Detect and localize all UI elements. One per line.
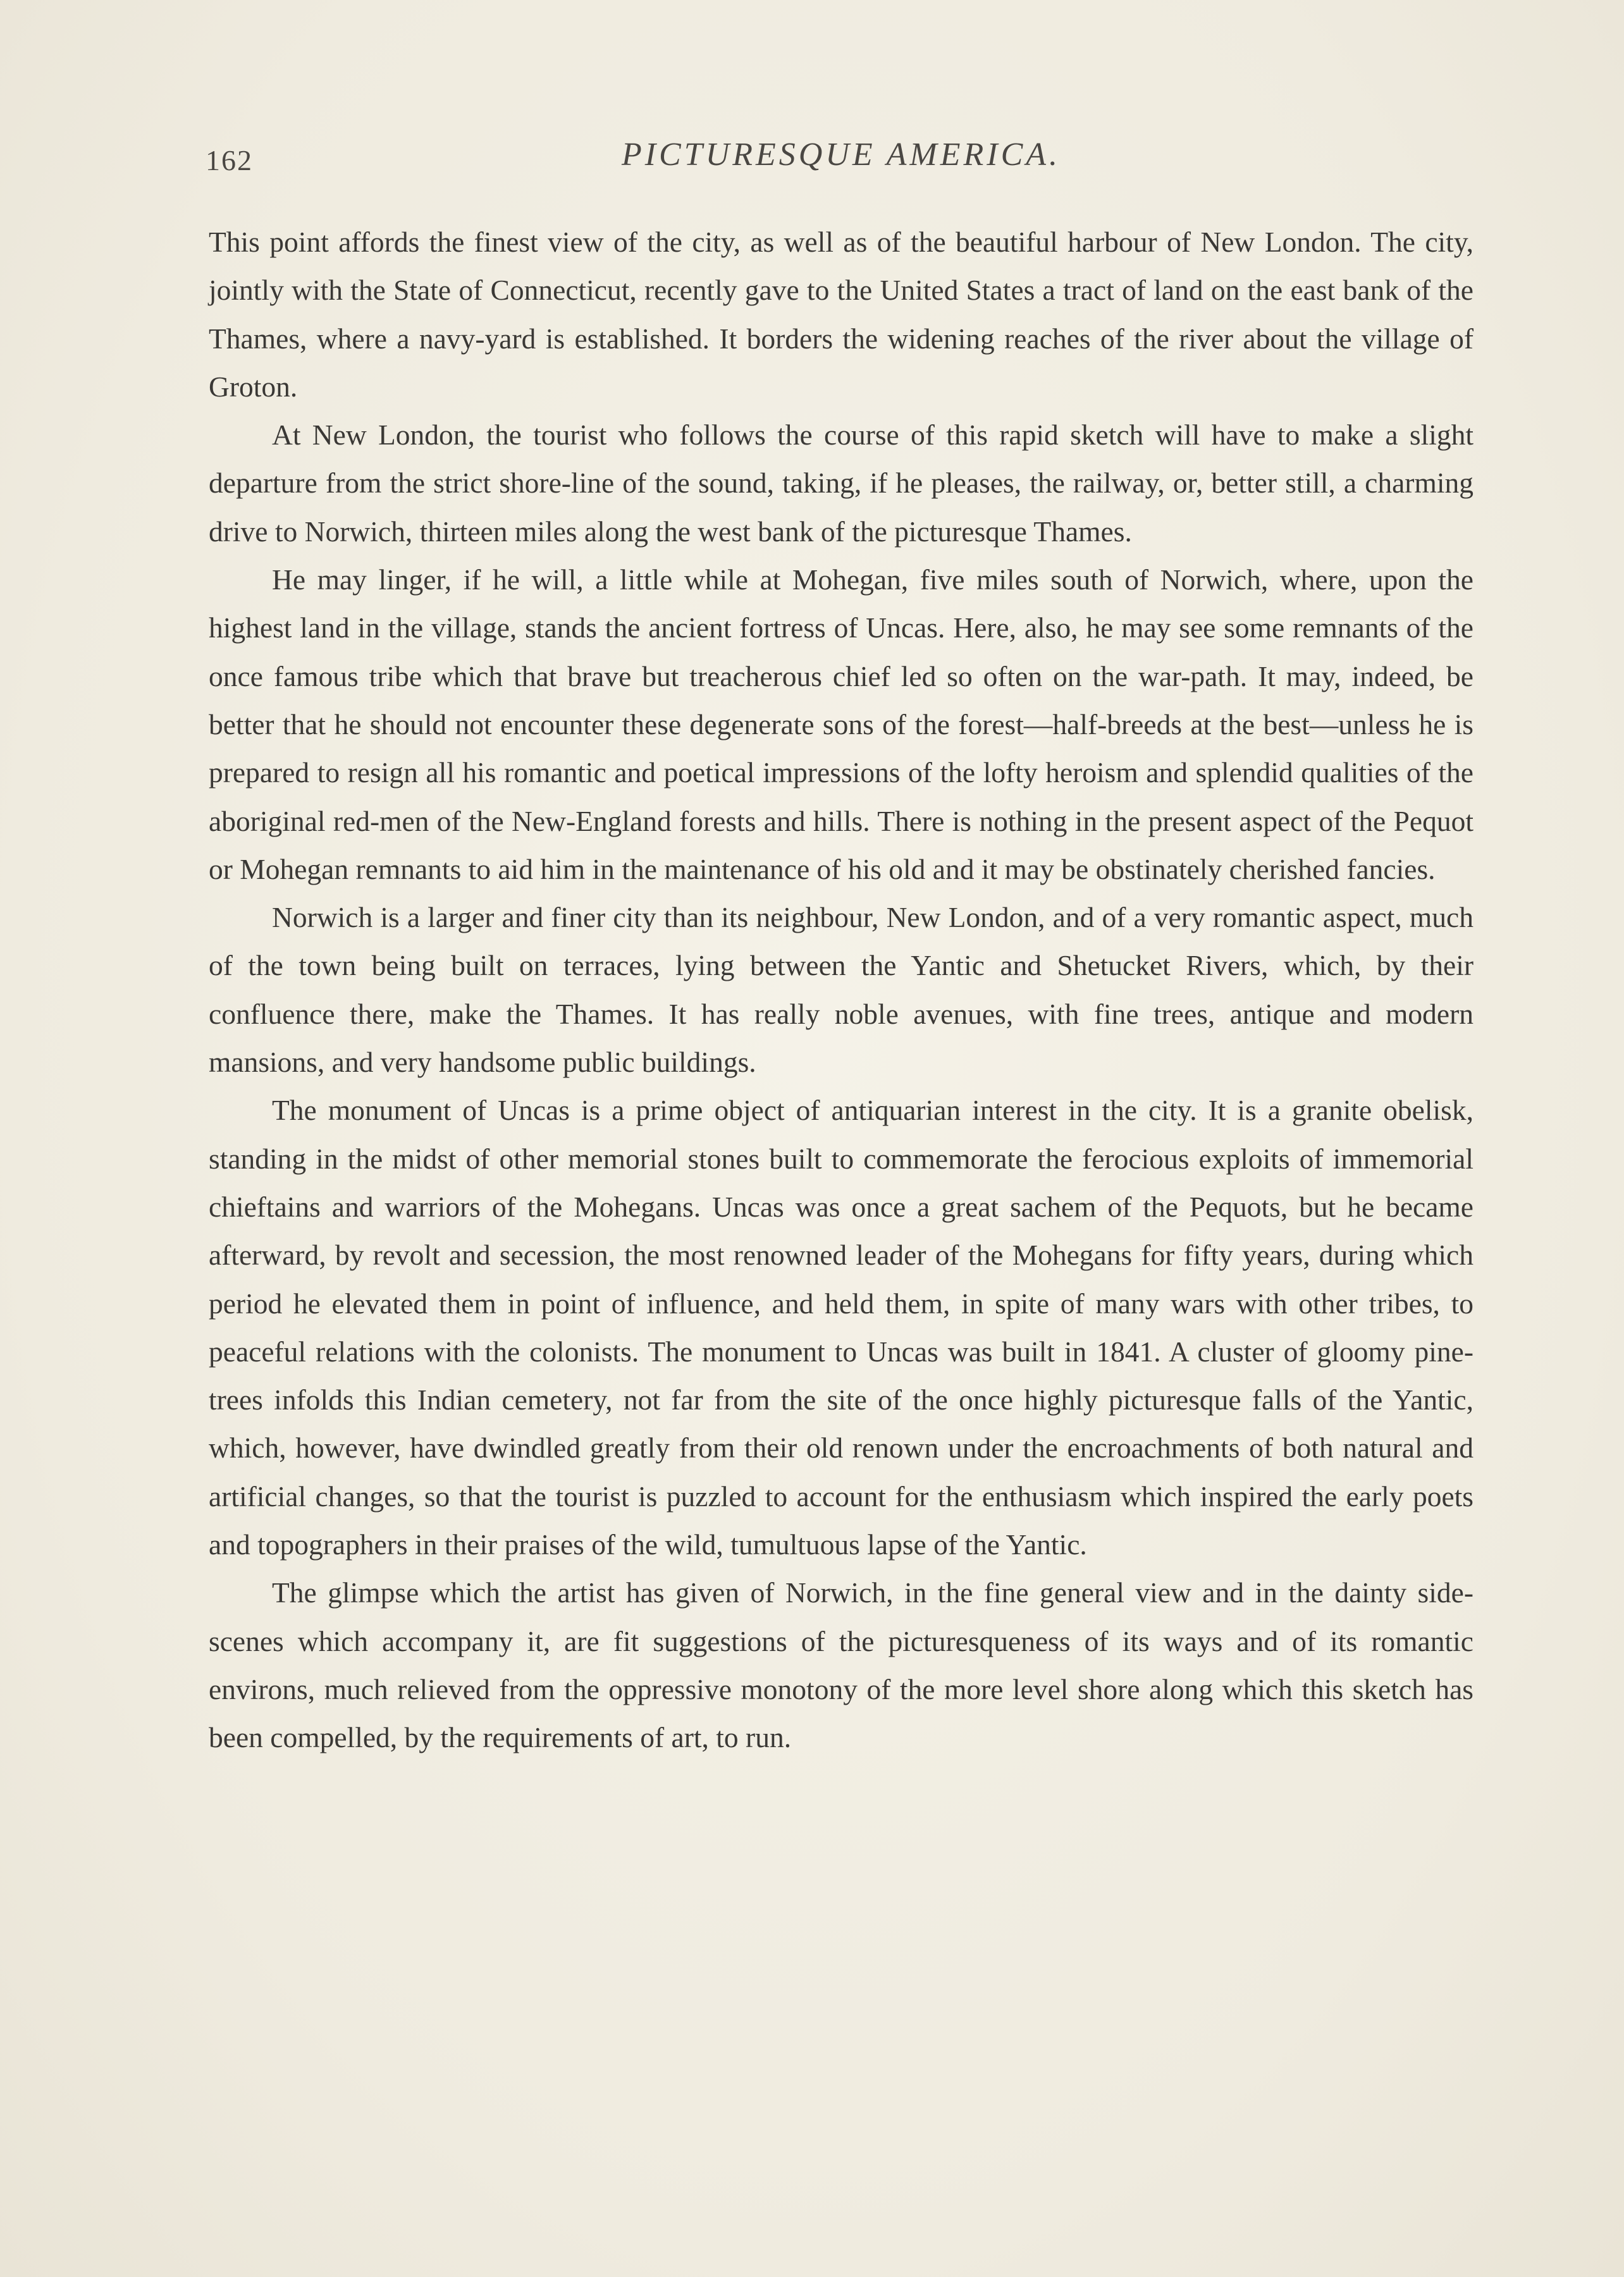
running-title: PICTURESQUE AMERICA. xyxy=(621,137,1061,173)
paragraph: The glimpse which the artist has given of Norwich, in the fine general view and in the dainty side-scenes which accompany it, are fit suggestions of the picturesqueness of its ways and of its romantic environs, much relieved from the oppressive monotony of the more level shore along which this sketch has been compelled, by the requirements of art, to run. xyxy=(209,1576,1473,1754)
paragraph: The monument of Uncas is a prime object of antiquarian interest in the city. It is a granite obelisk, standing in the midst of other memorial stones built to commemorate the ferocious exploits of immemorial chieftains and warriors of the Mohegans. Uncas was once a great sachem of the Pequots, but he became afterward, by revolt and secession, the most renowned leader of the Mohegans for fifty years, during which period he elevated them in point of influence, and held them, in spite of many wars with other tribes, to peaceful relations with the colonists. The monument to Uncas was built in 1841. A cluster of gloomy pine-trees infolds this Indian cemetery, not far from the site of the once highly picturesque falls of the Yantic, which, however, have dwindled greatly from their old renown under the encroachments of both natural and artificial changes, so that the tourist is puzzled to account for the enthusiasm which inspired the early poets and topographers in their praises of the wild, tumultuous lapse of the Yantic. xyxy=(209,1094,1473,1561)
paragraph: Norwich is a larger and finer city than its neighbour, New London, and of a very romantic aspect, much of the town being built on terraces, lying between the Yantic and Shetucket Rivers, which, by their confluence there, make the Thames. It has really noble avenues, with fine trees, antique and modern mansions, and very handsome public buildings. xyxy=(209,901,1473,1079)
page-number: 162 xyxy=(206,144,253,176)
paragraph: At New London, the tourist who follows the course of this rapid sketch will have to make a slight departure from the strict shore-line of the sound, taking, if he pleases, the railway, or, better still, a charming drive to Norwich, thirteen miles along the west bank of the picturesque Thames. xyxy=(209,419,1473,548)
paragraph: He may linger, if he will, a little while at Mohegan, five miles south of Norwich, where, upon the highest land in the village, stands the ancient fortress of Uncas. Here, also, he may see some remnants of the once famous tribe which that brave but treacherous chief led so often on the war-path. It may, indeed, be better that he should not encounter these degenerate sons of the forest—half-breeds at the best—unless he is prepared to resign all his romantic and poetical impressions of the lofty heroism and splendid qualities of the aboriginal red-men of the New-England forests and hills. There is nothing in the present aspect of the Pequot or Mohegan remnants to aid him in the maintenance of his old and it may be obstinately cherished fancies. xyxy=(209,563,1473,885)
running-head xyxy=(206,136,1477,187)
body-text xyxy=(209,218,1473,1762)
paragraph: This point affords the finest view of the city, as well as of the beautiful harbour of New London. The city, jointly with the State of Connecticut, recently gave to the United States a tract of land on the east bank of the Thames, where a navy-yard is established. It borders the widening reaches of the river about the village of Groton. xyxy=(209,226,1473,403)
